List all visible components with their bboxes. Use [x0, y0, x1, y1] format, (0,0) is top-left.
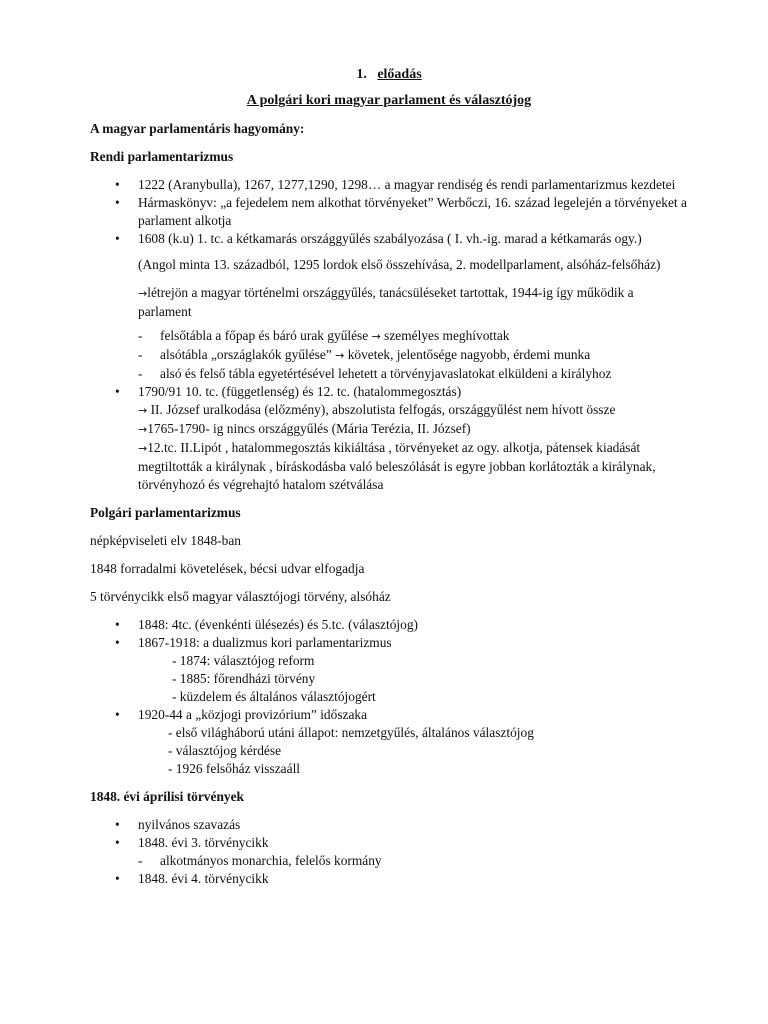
list-item: • 1920-44 a „közjogi provizórium” időszaka - első világháború utáni állapot: nemzetgyűlés, általános választójog - választójog kérdése - 1926 felsőház visszaáll: [90, 706, 688, 778]
dash-icon: -: [138, 347, 143, 362]
april-dash-list: [90, 852, 688, 870]
list-item: • 1790/91 10. tc. (függetlenség) és 12. tc. (hatalommegosztás) → II. József uralkodása (előzmény), abszolutista felfogás, országgyűlést nem hívott össze →1765-1790- ig nincs országgyűlés (Mária Terézia, II. József) →12.tc. II.Lipót , hatalommegosztás kikiáltása , törvényeket az ogy. alkotja, pátensek kiadását megtiltották a királynak , bíráskodásba való beleszólását is egyre jobban korlátozták a királynak, törvényhozó és végrehajtó hatalom szétválása: [115, 384, 656, 492]
list-item: - alsó és felső tábla egyetértésével lehetett a törvényjavaslatokat elküldeni a királyhoz: [138, 366, 612, 381]
arrow-right-icon: →: [138, 404, 148, 417]
april-laws-list-cont: [90, 870, 688, 888]
list-item: • nyilvános szavazás: [115, 817, 241, 832]
paragraph: 1848 forradalmi követelések, bécsi udvar elfogadja: [90, 561, 365, 576]
sub-item: - 1874: választójog reform: [172, 653, 315, 668]
sub-item: - 1885: főrendházi törvény: [172, 671, 316, 686]
bullet-icon: •: [115, 617, 120, 632]
english-model-note: (Angol minta 13. századból, 1295 lordok első összehívása, 2. modellparlament, alsóház-felsőház): [138, 257, 661, 272]
document-title: A polgári kori magyar parlament és választójog: [246, 93, 532, 108]
bullet-icon: •: [115, 177, 120, 192]
arrow-right-icon: →: [371, 330, 381, 343]
section-heading-polgari: Polgári parlamentarizmus: [90, 505, 241, 520]
bullet-icon: •: [115, 231, 120, 246]
bullet-icon: •: [115, 817, 120, 832]
list-item: - felsőtábla a főpap és báró urak gyűlése → személyes meghívottak: [138, 328, 510, 343]
list-item: • Hármaskönyv: „a fejedelem nem alkothat törvényeket” Werbőczi, 16. század legelején a törvényeket a parlament alkotja: [115, 195, 687, 228]
lecture-number: 1.: [356, 67, 367, 82]
list-item: • 1848: 4tc. (évenkénti ülésezés) és 5.tc. (választójog): [115, 617, 418, 632]
list-item: - alsótábla „országlakók gyűlése” → követek, jelentősége nagyobb, érdemi munka: [138, 347, 591, 362]
list-item: • 1848. évi 3. törvénycikk: [115, 835, 269, 850]
dash-icon: -: [138, 328, 143, 343]
list-item: • 1222 (Aranybulla), 1267, 1277,1290, 1298… a magyar rendiség és rendi parlamentarizmus kezdetei: [115, 177, 676, 192]
lecture-heading: [90, 66, 688, 84]
arrow-right-icon: →: [138, 287, 148, 300]
paragraph: népképviseleti elv 1848-ban: [90, 533, 241, 548]
bullet-icon: •: [115, 871, 120, 886]
dash-icon: -: [138, 853, 143, 868]
bullet-icon: •: [115, 384, 120, 399]
list-item: • 1848. évi 4. törvénycikk: [115, 871, 269, 886]
list-item: - alkotmányos monarchia, felelős kormány: [138, 853, 382, 868]
sub-item: - 1926 felsőház visszaáll: [168, 761, 301, 776]
sub-item: - választójog kérdése: [168, 743, 282, 758]
paragraph: 5 törvénycikk első magyar választójogi törvény, alsóház: [90, 589, 391, 604]
section-heading-tradition: A magyar parlamentáris hagyomány:: [90, 121, 305, 136]
arrow-right-icon: →: [138, 423, 148, 436]
list-item: • 1608 (k.u) 1. tc. a kétkamarás országgyűlés szabályozása ( I. vh.-ig. marad a kétkamarás ogy.) (Angol minta 13. századból, 1295 lordok első összehívása, 2. modellparlament, alsóház-felsőház): [90, 230, 688, 274]
arrow-right-icon: →: [335, 349, 345, 362]
bullet-icon: •: [115, 195, 120, 210]
sub-item: - első világháború utáni állapot: nemzetgyűlés, általános választójog: [168, 725, 534, 740]
april-laws-list: [90, 816, 688, 852]
bullet-icon: •: [115, 835, 120, 850]
sub-item: - küzdelem és általános választójogért: [172, 689, 376, 704]
bullet-icon: •: [115, 635, 120, 650]
polgari-list: [90, 616, 688, 778]
dash-icon: -: [138, 366, 143, 381]
list-item: • 1867-1918: a dualizmus kori parlamentarizmus - 1874: választójog reform - 1885: főrendházi törvény - küzdelem és általános választójogért: [90, 634, 688, 706]
section-heading-april-laws: 1848. évi áprilisi törvények: [90, 789, 244, 804]
rendi-list: [90, 176, 688, 274]
table-dash-list: [90, 327, 688, 383]
arrow-right-icon: →: [138, 442, 148, 455]
arrow-paragraph: →létrejön a magyar történelmi országgyűlés, tanácsüléseket tartottak, 1944-ig így működik a parlament: [138, 285, 634, 319]
section-heading-rendi: Rendi parlamentarizmus: [90, 149, 234, 164]
reform-list: [90, 383, 688, 494]
bullet-icon: •: [115, 707, 120, 722]
lecture-label: előadás: [377, 67, 422, 82]
